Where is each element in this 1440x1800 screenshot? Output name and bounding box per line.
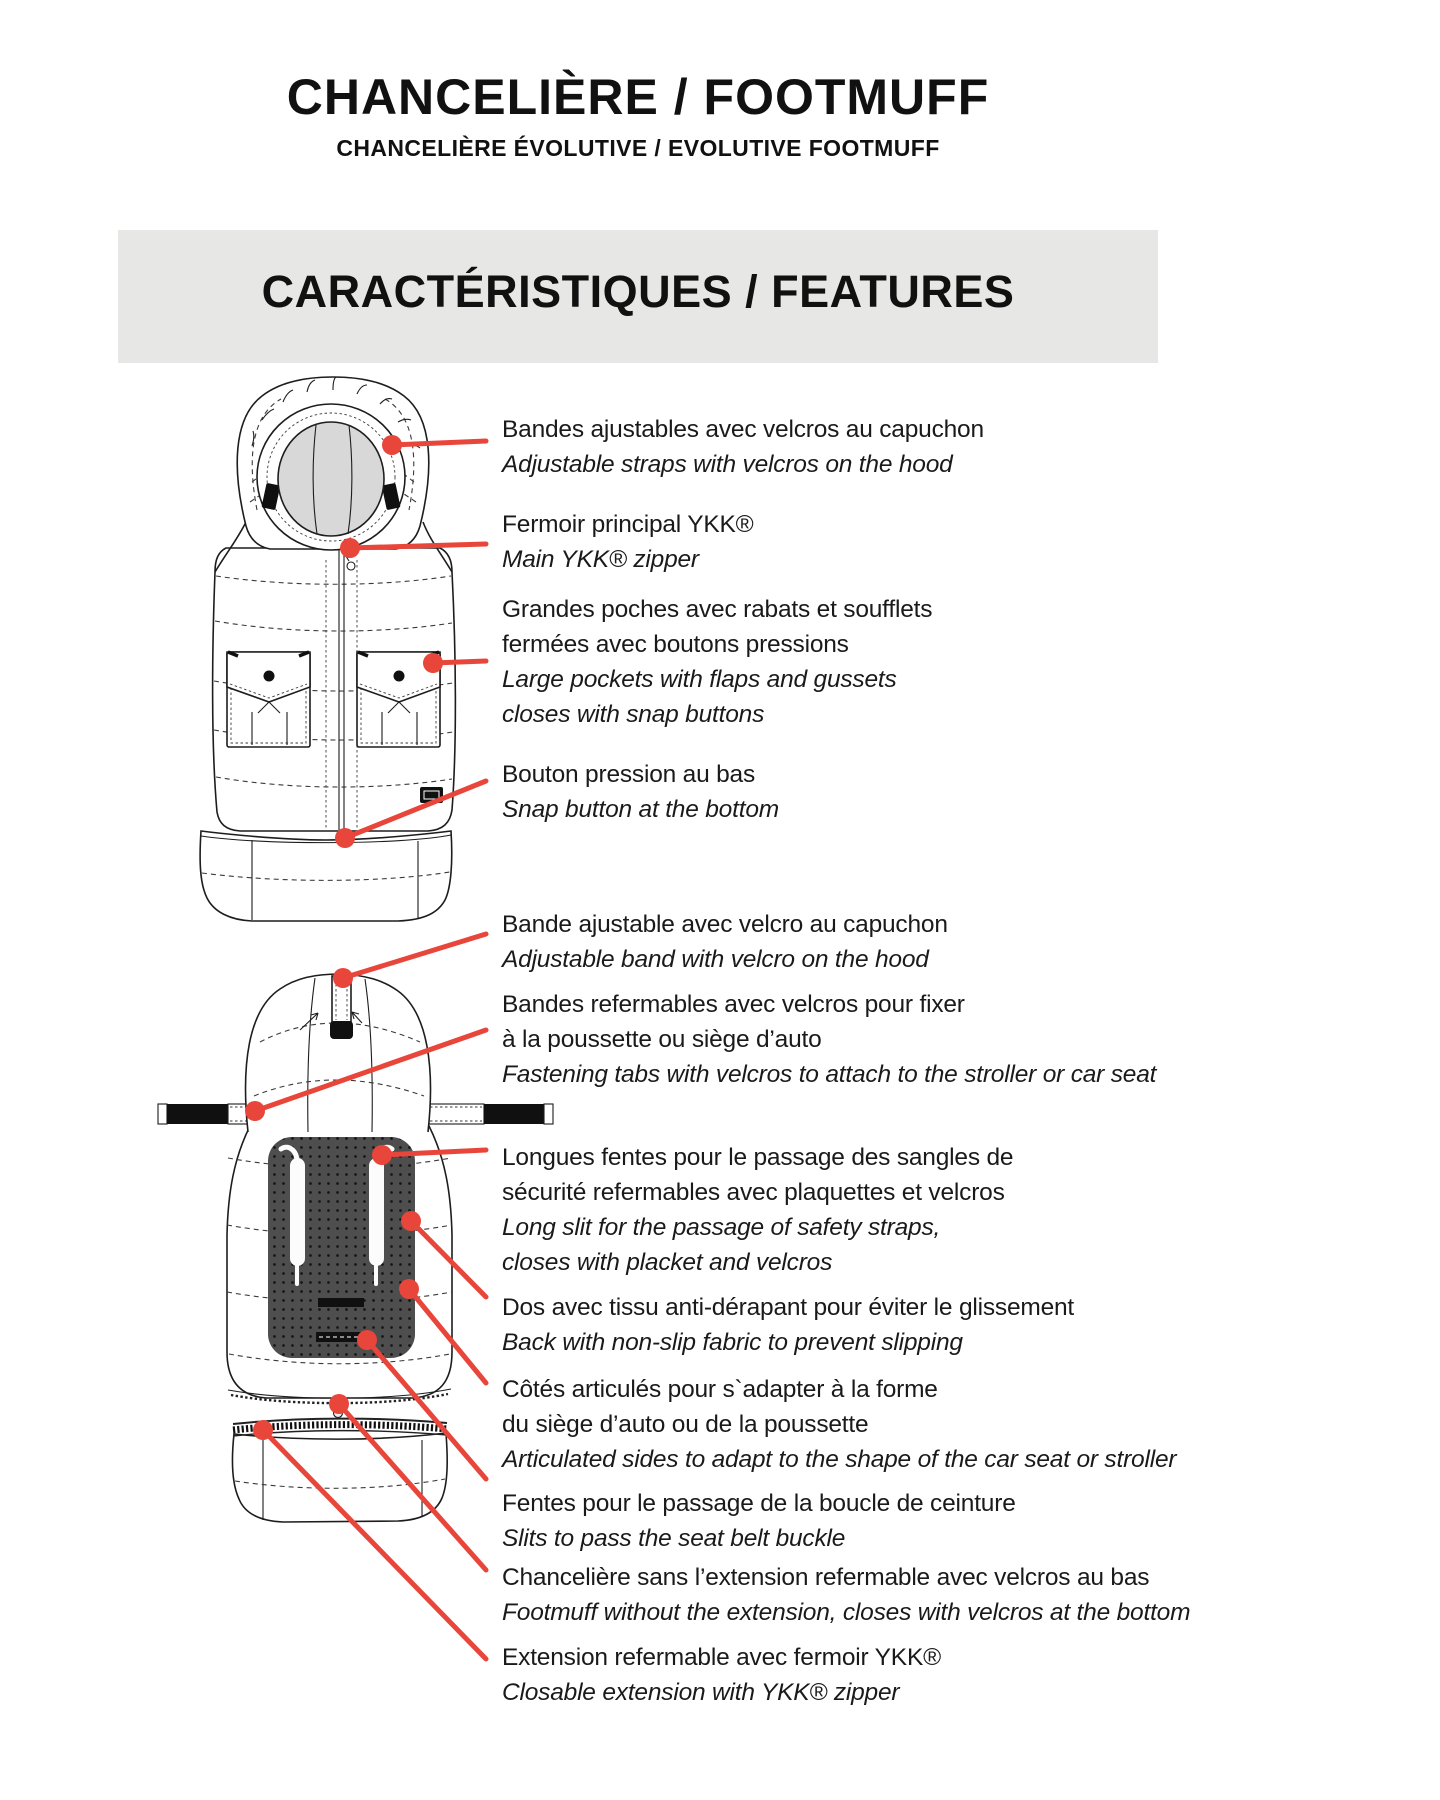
belt-buckle-slit-velcro — [316, 1332, 364, 1342]
callout-dot-6 — [245, 1101, 265, 1121]
feature-text-en: Large pockets with flaps and gussets — [502, 666, 897, 693]
feature-text-fr: Bandes ajustables avec velcros au capuchon — [502, 416, 984, 443]
feature-text-en: closes with snap buttons — [502, 701, 765, 728]
fastening-strap-left — [158, 1104, 258, 1124]
page-title: CHANCELIÈRE / FOOTMUFF — [286, 69, 990, 125]
feature-footmuff-without-extension — [502, 1560, 1190, 1630]
feature-text-en: Fastening tabs with velcros to attach to the stroller or car seat — [502, 1061, 1157, 1088]
feature-closable-extension — [502, 1640, 941, 1710]
feature-text-en: Long slit for the passage of safety straps, — [502, 1214, 941, 1241]
footmuff-front-view — [200, 377, 455, 921]
feature-text-en: Slits to pass the seat belt buckle — [502, 1525, 846, 1552]
belt-buckle-slit — [318, 1298, 364, 1307]
feature-hood-band — [502, 907, 948, 977]
callout-dot-7 — [372, 1145, 392, 1165]
callout-line-5 — [343, 934, 486, 978]
feature-bottom-snap — [502, 757, 779, 827]
feature-text-fr: Fermoir principal YKK® — [502, 511, 754, 538]
callout-dot-5 — [333, 968, 353, 988]
feature-text-fr: sécurité refermables avec plaquettes et velcros — [502, 1179, 1005, 1206]
zipper-pull-top — [347, 562, 355, 570]
feature-fastening-tabs — [502, 987, 1156, 1092]
callout-dot-8 — [401, 1211, 421, 1231]
feature-pockets — [502, 592, 932, 732]
feature-text-fr: Bande ajustable avec velcro au capuchon — [502, 911, 948, 938]
non-slip-panel — [268, 1137, 415, 1358]
feature-text-en: Footmuff without the extension, closes with velcros at the bottom — [502, 1599, 1191, 1626]
feature-main-zipper — [502, 507, 753, 577]
feature-text-fr: Extension refermable avec fermoir YKK® — [502, 1644, 941, 1671]
feature-text-fr: Bouton pression au bas — [502, 761, 756, 788]
feature-text-en: closes with placket and velcros — [502, 1249, 833, 1276]
callout-dot-12 — [253, 1420, 273, 1440]
feature-text-en: Articulated sides to adapt to the shape of the car seat or stroller — [502, 1446, 1177, 1473]
callout-dot-3 — [423, 653, 443, 673]
front-foot-section — [200, 831, 452, 921]
feature-text-fr: Dos avec tissu anti-dérapant pour éviter le glissement — [502, 1294, 1075, 1321]
feature-text-fr: à la poussette ou siège d’auto — [502, 1026, 822, 1053]
hood-opening — [278, 422, 384, 536]
callout-dot-9 — [399, 1279, 419, 1299]
feature-text-fr: Bandes refermables avec velcros pour fixer — [502, 991, 965, 1018]
feature-belt-buckle-slits — [502, 1486, 1016, 1556]
feature-text-fr: fermées avec boutons pressions — [502, 631, 849, 658]
front-hood — [237, 377, 429, 550]
front-pocket-left — [227, 652, 310, 747]
snap-button-left-pocket — [264, 671, 275, 682]
feature-text-fr: du siège d’auto ou de la poussette — [502, 1411, 869, 1438]
feature-articulated-sides — [502, 1372, 1176, 1477]
footmuff-back-view — [158, 974, 553, 1522]
callout-dot-11 — [329, 1394, 349, 1414]
section-banner-label: CARACTÉRISTIQUES / FEATURES — [261, 265, 1015, 317]
feature-text-en: Snap button at the bottom — [502, 796, 779, 823]
feature-text-en: Back with non-slip fabric to prevent slipping — [502, 1329, 963, 1356]
feature-text-en: Adjustable band with velcro on the hood — [502, 946, 929, 973]
feature-text-fr: Fentes pour le passage de la boucle de ceinture — [502, 1490, 1016, 1517]
callout-dot-1 — [382, 435, 402, 455]
feature-text-fr: Grandes poches avec rabats et soufflets — [502, 596, 933, 623]
feature-safety-strap-slits — [502, 1140, 1013, 1280]
feature-text-en: Closable extension with YKK® zipper — [502, 1679, 900, 1706]
callout-dot-10 — [357, 1330, 377, 1350]
feature-text-fr: Longues fentes pour le passage des sangles de — [502, 1144, 1014, 1171]
feature-text-en: Adjustable straps with velcros on the hood — [502, 451, 953, 478]
feature-non-slip-back — [502, 1290, 1074, 1360]
feature-text-fr: Chancelière sans l’extension refermable avec velcros au bas — [502, 1564, 1150, 1591]
callout-dot-2 — [340, 538, 360, 558]
feature-hood-straps — [502, 412, 984, 482]
snap-button-right-pocket — [394, 671, 405, 682]
callout-dot-4 — [335, 828, 355, 848]
page-subtitle: CHANCELIÈRE ÉVOLUTIVE / EVOLUTIVE FOOTMUFF — [336, 135, 940, 161]
feature-text-en: Main YKK® zipper — [502, 546, 699, 573]
feature-text-fr: Côtés articulés pour s`adapter à la forme — [502, 1376, 938, 1403]
